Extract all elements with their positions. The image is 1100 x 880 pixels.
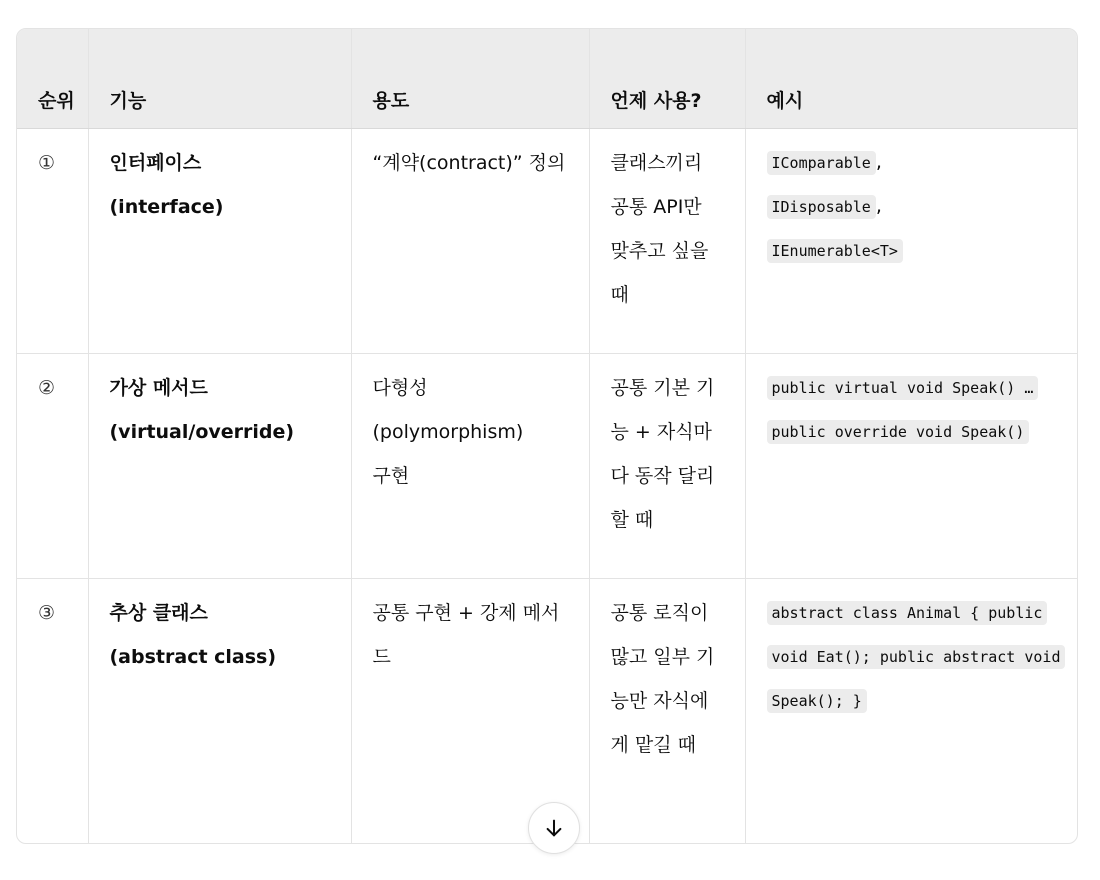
table-header-row xyxy=(17,29,1078,128)
rank-cell: ① xyxy=(17,128,88,353)
code-snippet: abstract class Animal { public void Eat(); public abstract void Speak(); } xyxy=(767,601,1066,713)
purpose-cell: “계약(contract)” 정의 xyxy=(351,128,589,353)
feature-name: 가상 메서드 xyxy=(109,376,208,399)
when-cell: 클래스끼리 공통 API만 맞추고 싶을 때 xyxy=(589,128,745,353)
rank-cell: ② xyxy=(17,353,88,578)
header-feature: 기능 xyxy=(88,29,351,128)
header-example: 예시 xyxy=(745,29,1078,128)
table-row xyxy=(17,128,1078,353)
feature-cell xyxy=(88,353,351,578)
feature-keyword: (interface) xyxy=(109,195,224,218)
arrow-down-icon xyxy=(543,817,565,839)
header-when: 언제 사용? xyxy=(589,29,745,128)
table-row xyxy=(17,353,1078,578)
rank-cell: ③ xyxy=(17,578,88,844)
example-cell xyxy=(745,128,1078,353)
header-rank: 순위 xyxy=(17,29,88,128)
feature-name: 추상 클래스 xyxy=(109,601,208,624)
separator: , xyxy=(875,194,882,217)
code-snippet: IDisposable xyxy=(767,195,876,219)
separator: , xyxy=(875,150,882,173)
feature-cell xyxy=(88,128,351,353)
purpose-cell xyxy=(351,353,589,578)
code-snippet: IComparable xyxy=(767,151,876,175)
purpose-line: (polymorphism) xyxy=(372,420,524,443)
when-cell: 공통 기본 기능 + 자식마다 동작 달리할 때 xyxy=(589,353,745,578)
header-purpose: 용도 xyxy=(351,29,589,128)
purpose-line: 다형성 xyxy=(372,376,428,399)
example-cell xyxy=(745,578,1078,844)
when-cell: 공통 로직이 많고 일부 기능만 자식에게 맡길 때 xyxy=(589,578,745,844)
feature-name: 인터페이스 xyxy=(109,151,202,174)
purpose-cell: 공통 구현 + 강제 메서드 xyxy=(351,578,589,844)
scroll-to-bottom-button[interactable] xyxy=(528,802,580,854)
example-cell xyxy=(745,353,1078,578)
purpose-line: 구현 xyxy=(372,464,410,487)
code-snippet: public virtual void Speak() … public override void Speak() xyxy=(767,376,1039,444)
comparison-table xyxy=(16,28,1078,844)
code-snippet: IEnumerable<T> xyxy=(767,239,903,263)
feature-cell xyxy=(88,578,351,844)
feature-keyword: (abstract class) xyxy=(109,645,277,668)
feature-keyword: (virtual/override) xyxy=(109,420,295,443)
